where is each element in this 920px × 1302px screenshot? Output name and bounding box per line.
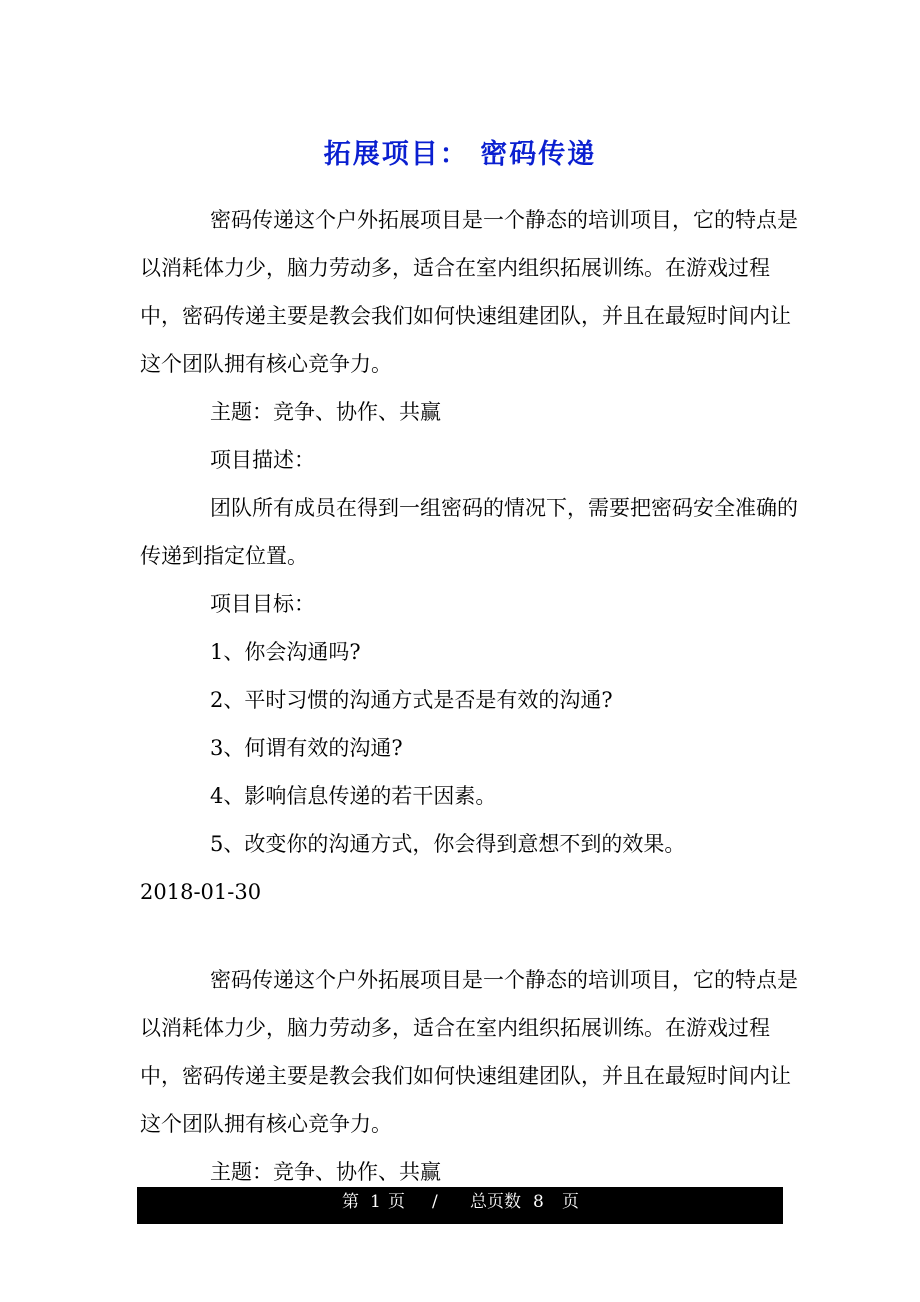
goal-item: 5、改变你的沟通方式，你会得到意想不到的效果。 bbox=[210, 832, 686, 856]
footer-page-suffix: 页 bbox=[388, 1192, 405, 1212]
intro-paragraph: 密码传递这个户外拓展项目是一个静态的培训项目，它的特点是以消耗体力少，脑力劳动多，适合在室内组织拓展训练。在游戏过程中，密码传递主要是教会我们如何快速组建团队，并且在最短时间内让这个团队拥有核心竞争力。 bbox=[140, 208, 798, 376]
goal-item: 4、影响信息传递的若干因素。 bbox=[210, 784, 497, 808]
description-paragraph: 团队所有成员在得到一组密码的情况下，需要把密码安全准确的传递到指定位置。 bbox=[140, 496, 798, 568]
footer-total-pages: 8 bbox=[533, 1192, 544, 1212]
intro-paragraph: 密码传递这个户外拓展项目是一个静态的培训项目，它的特点是以消耗体力少，脑力劳动多，适合在室内组织拓展训练。在游戏过程中，密码传递主要是教会我们如何快速组建团队，并且在最短时间内让这个团队拥有核心竞争力。 bbox=[140, 968, 798, 1136]
description-heading: 项目描述： bbox=[210, 448, 315, 472]
goal-item: 2、平时习惯的沟通方式是否是有效的沟通? bbox=[210, 688, 613, 712]
document-body-section-2 bbox=[140, 956, 800, 1196]
page-footer bbox=[137, 1187, 783, 1224]
goal-item: 1、你会沟通吗? bbox=[210, 640, 361, 664]
theme-line: 主题：竞争、协作、共赢 bbox=[210, 400, 441, 424]
footer-total-suffix: 页 bbox=[562, 1192, 579, 1212]
goals-heading: 项目目标： bbox=[210, 592, 315, 616]
theme-line: 主题：竞争、协作、共赢 bbox=[210, 1160, 441, 1184]
date-line: 2018-01-30 bbox=[140, 880, 262, 904]
goal-item: 3、何谓有效的沟通? bbox=[210, 736, 403, 760]
document-body-section-1 bbox=[140, 196, 800, 916]
footer-page-number: 1 bbox=[370, 1192, 381, 1212]
footer-page-prefix: 第 bbox=[342, 1192, 359, 1212]
page-title: 拓展项目： 密码传递 bbox=[323, 139, 597, 171]
footer-total-label: 总页数 bbox=[470, 1192, 521, 1212]
footer-separator: / bbox=[432, 1192, 438, 1212]
